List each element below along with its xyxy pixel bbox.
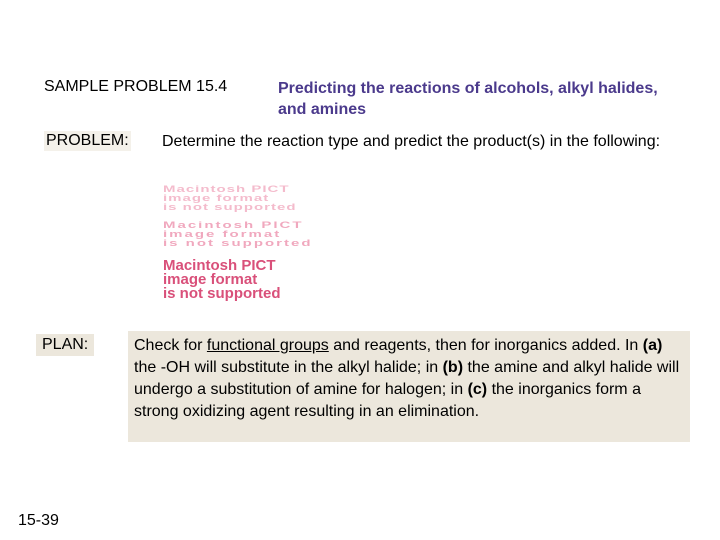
pict-line: image format (163, 229, 282, 240)
page-number: 15-39 (18, 512, 59, 529)
pict-line: image format (163, 271, 258, 288)
pict-line: Macintosh PICT (163, 220, 304, 231)
problem-title: Predicting the reactions of alcohols, alkyl halides, and amines (278, 80, 658, 118)
problem-statement: Determine the reaction type and predict the product(s) in the following: (162, 133, 661, 150)
plan-text-part: Check for (134, 337, 207, 354)
pict-placeholder-1 (163, 185, 297, 212)
pict-line: image format (163, 193, 270, 204)
pict-placeholder-3 (163, 259, 281, 301)
plan-text-part: the -OH will substitute in the alkyl halide; in (134, 359, 443, 376)
pict-line: is not supported (163, 285, 281, 302)
plan-text-part: the amine and alkyl halide will undergo a substitution of amine for halogen; in (134, 359, 680, 398)
pict-line: is not supported (163, 238, 313, 249)
pict-line: Macintosh PICT (163, 257, 276, 274)
plan-text-part: and reagents, then for inorganics added. In (328, 337, 643, 354)
plan-text (128, 331, 690, 442)
pict-line: is not supported (163, 202, 297, 213)
part-a-label: (a) (642, 337, 663, 354)
plan-text-part: the inorganics form a strong oxidizing agent resulting in an elimination. (134, 381, 641, 420)
problem-label: PROBLEM: (46, 132, 129, 149)
functional-groups-text: functional groups (206, 337, 329, 354)
part-b-label: (b) (442, 359, 464, 376)
plan-label: PLAN: (36, 334, 94, 356)
part-c-label: (c) (467, 381, 488, 398)
sample-problem-label: SAMPLE PROBLEM 15.4 (44, 78, 228, 95)
pict-line: Macintosh PICT (163, 184, 290, 195)
pict-placeholder-2 (163, 221, 313, 248)
